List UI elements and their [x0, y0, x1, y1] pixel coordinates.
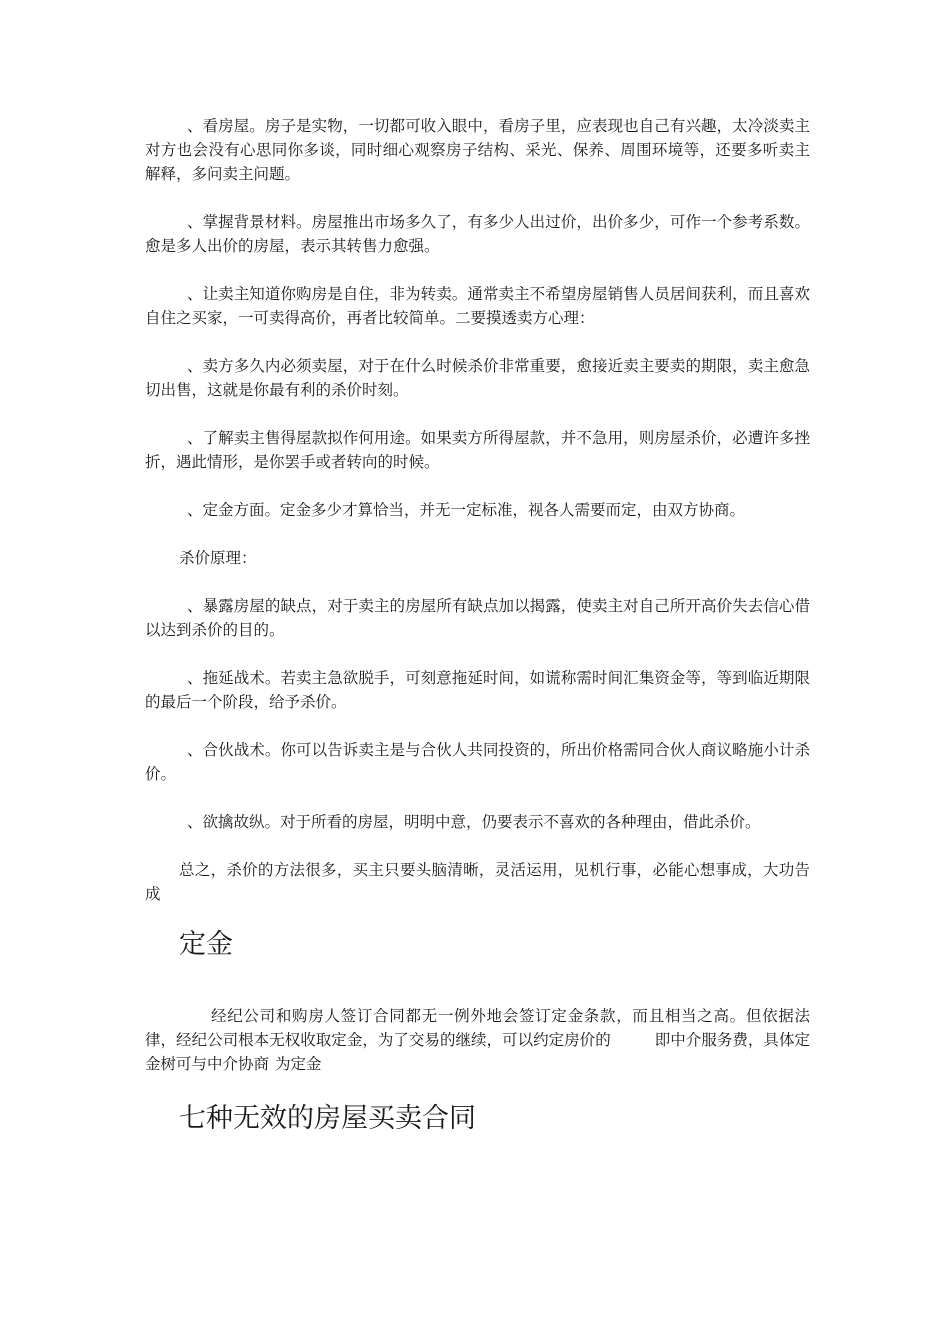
deposit-text-part-a: 经纪公司和购房人签订合同都无一例外地会签订定金条款，而且相当之高。但依据法律，经纪公司根本无权收取定金，为了交易的继续，可以约定房价的 — [145, 1007, 810, 1049]
paragraph-deposit-law — [145, 1004, 810, 1076]
paragraph-deposit-amount: 、定金方面。定金多少才算恰当，并无一定标准，视各人需要而定，由双方协商。 — [187, 501, 746, 519]
paragraph-sell-deadline: 、卖方多久内必须卖屋，对于在什么时候杀价非常重要，愈接近卖主要卖的期限，卖主愈急切出售，这就是你最有利的杀价时刻。 — [145, 357, 810, 399]
document-page — [145, 114, 810, 1136]
principle-play-hard-to-get: 、欲擒故纵。对于所看的房屋，明明中意，仍要表示不喜欢的各种理由，借此杀价。 — [187, 813, 761, 831]
paragraph-background-info: 、掌握背景材料。房屋推出市场多久了，有多少人出过价，出价多少，可作一个参考系数。愈是多人出价的房屋，表示其转售力愈强。 — [145, 213, 810, 255]
section-label-bargain-principles: 杀价原理： — [179, 549, 257, 567]
paragraph-view-house: 、看房屋。房子是实物，一切都可收入眼中，看房子里，应表现也自己有兴趣，太冷淡卖主对方也会没有心思同你多谈，同时细心观察房子结构、采光、保养、周围环境等，还要多听卖主解释，多问卖主问题。 — [145, 117, 810, 183]
deposit-text-part-b: 即中介服务费，具体定金树可与中介协商 — [145, 1031, 810, 1073]
deposit-text-part-c: 为定金 — [275, 1055, 322, 1073]
principle-partner-tactic: 、合伙战术。你可以告诉卖主是与合伙人共同投资的，所出价格需同合伙人商议略施小计杀价。 — [145, 741, 810, 783]
paragraph-proceeds-use: 、了解卖主售得屋款拟作何用途。如果卖方所得屋款，并不急用，则房屋杀价，必遭许多挫折，遇此情形，是你罢手或者转向的时候。 — [145, 429, 810, 471]
heading-deposit: 定金 — [179, 929, 233, 960]
principle-expose-defects: 、暴露房屋的缺点，对于卖主的房屋所有缺点加以揭露，使卖主对自己所开高价失去信心借以达到杀价的目的。 — [145, 597, 810, 639]
principle-delay-tactic: 、拖延战术。若卖主急欲脱手，可刻意拖延时间，如谎称需时间汇集资金等，等到临近期限的最后一个阶段，给予杀价。 — [145, 669, 810, 711]
paragraph-summary: 总之，杀价的方法很多，买主只要头脑清晰，灵活运用，见机行事，必能心想事成，大功告成 — [145, 861, 810, 903]
paragraph-self-occupy: 、让卖主知道你购房是自住，非为转卖。通常卖主不希望房屋销售人员居间获利，而且喜欢自住之买家，一可卖得高价，再者比较简单。二要摸透卖方心理： — [145, 285, 810, 327]
heading-invalid-contracts: 七种无效的房屋买卖合同 — [179, 1103, 476, 1134]
